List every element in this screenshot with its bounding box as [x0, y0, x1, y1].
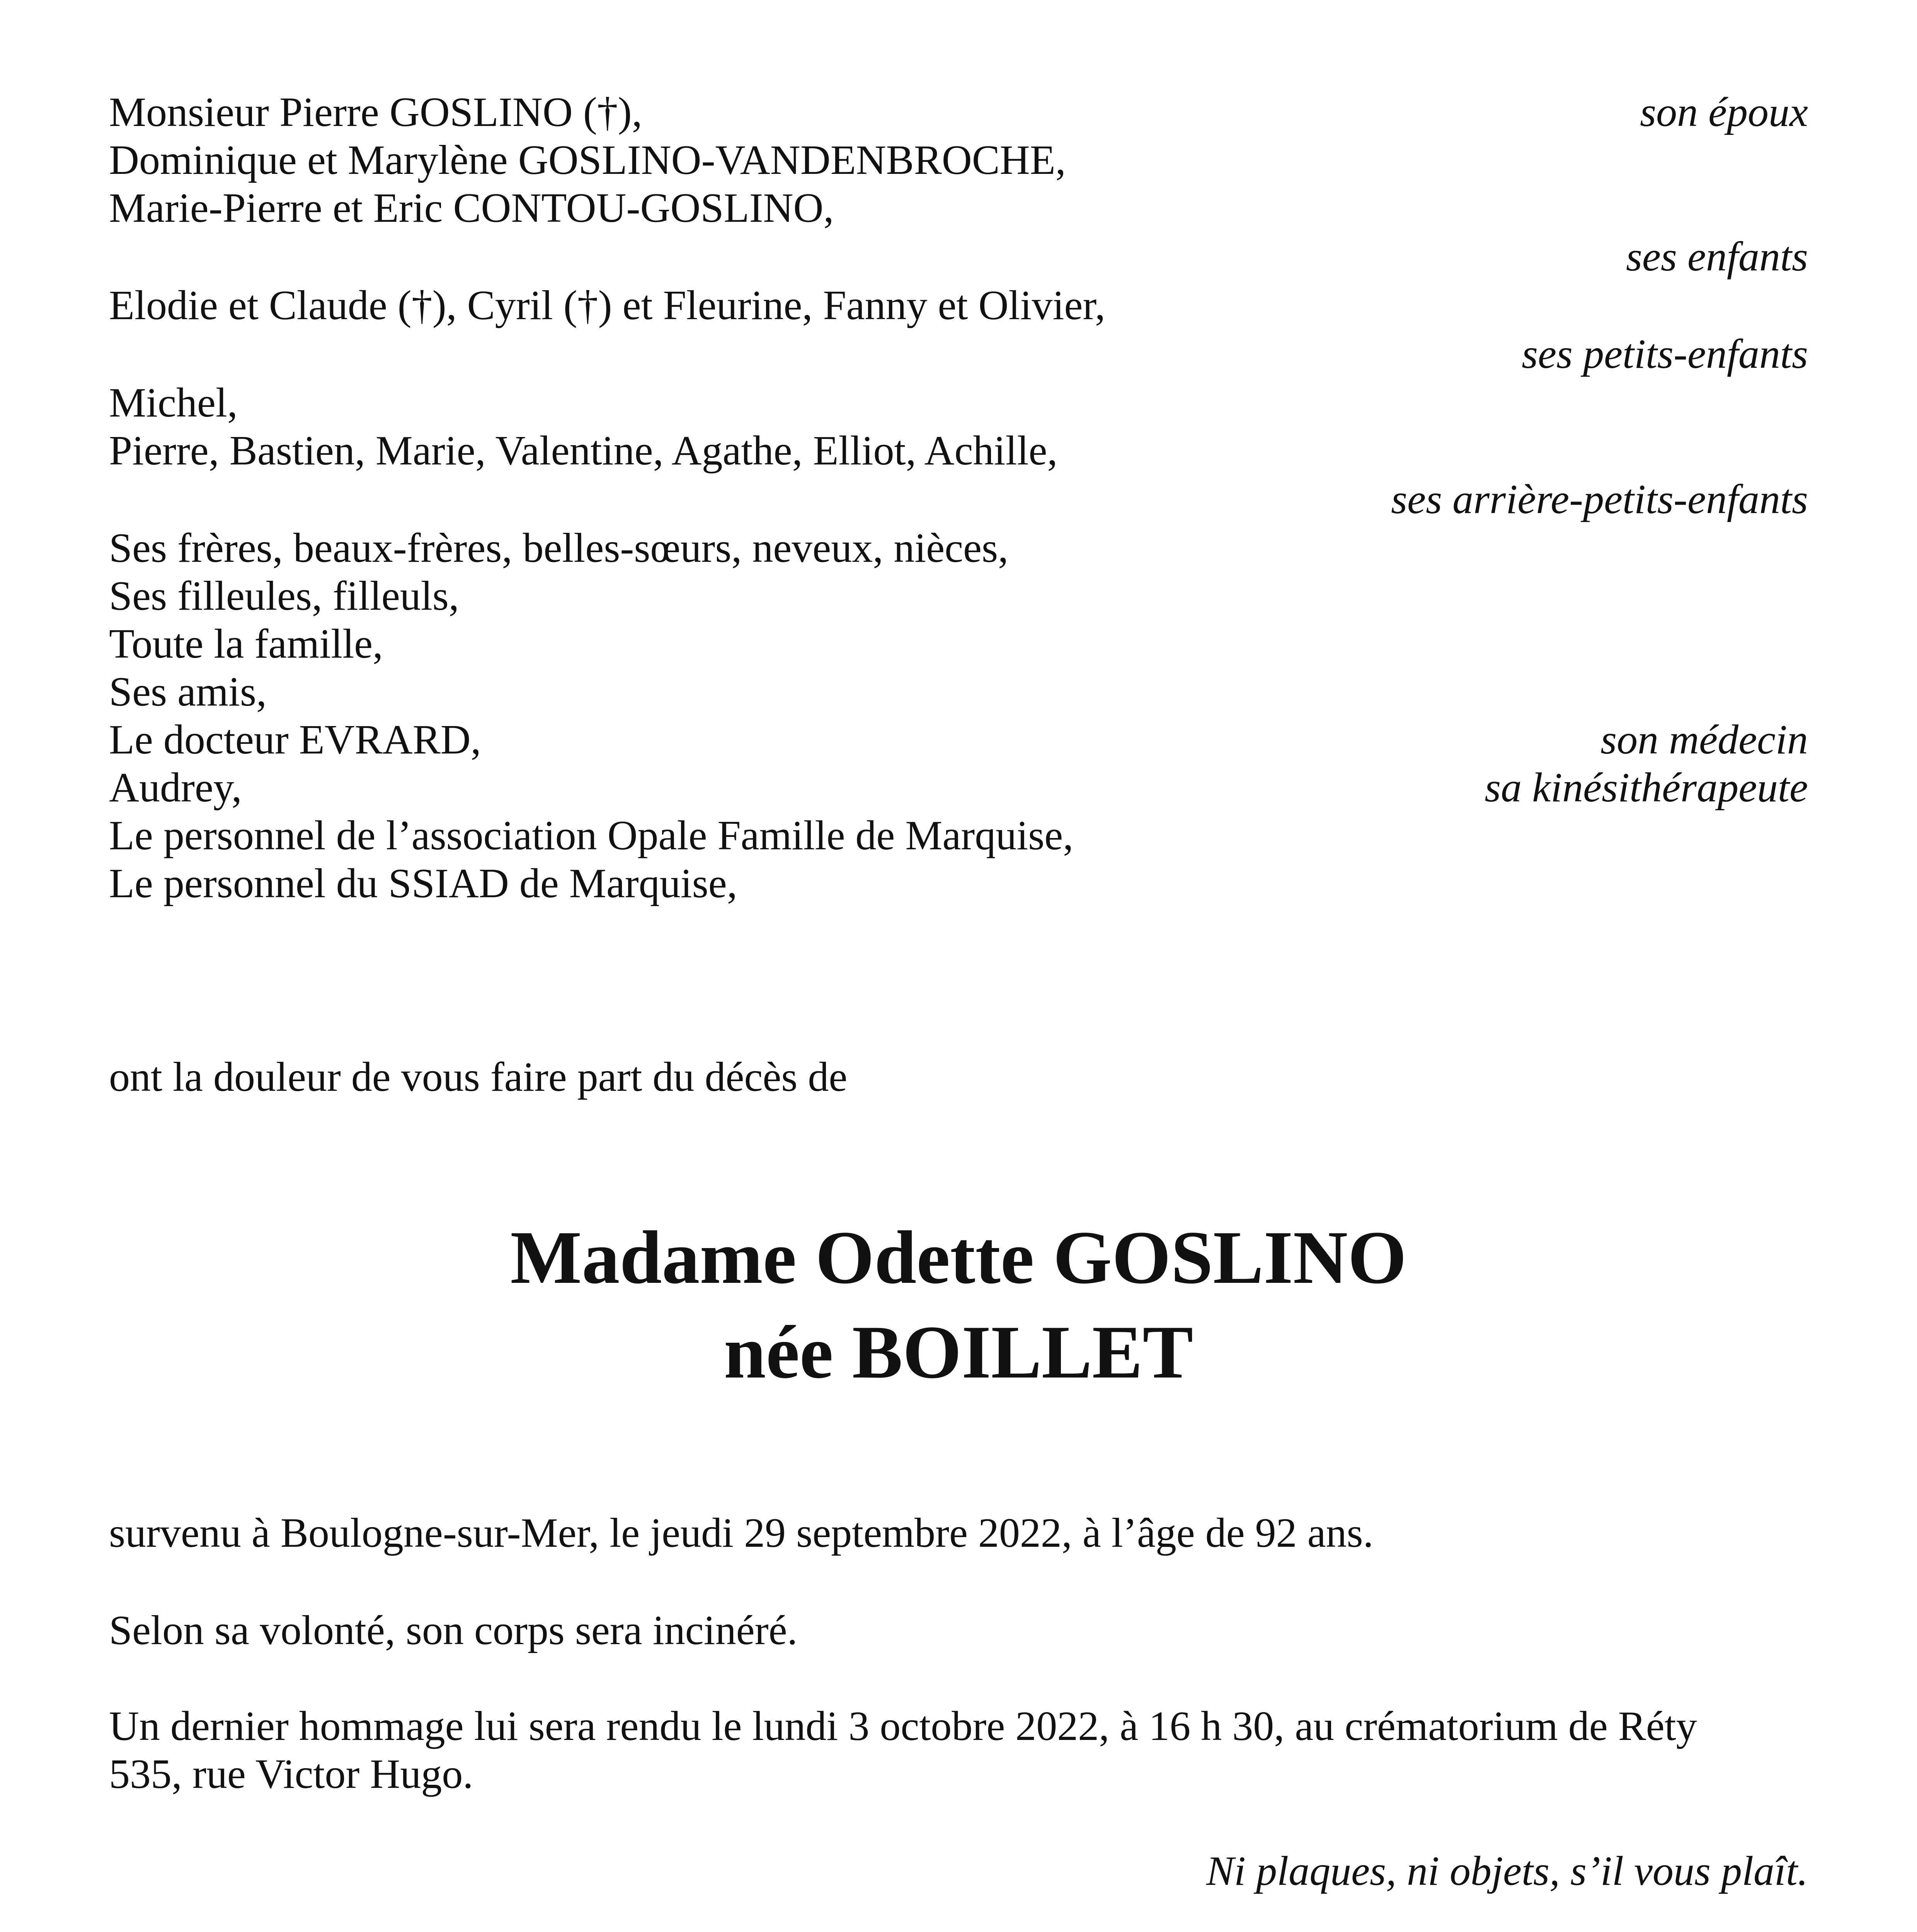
family-line: Le personnel de l’association Opale Famille de Marquise, — [109, 813, 1074, 859]
family-line: Dominique et Marylène GOSLINO-VANDENBROCHE, — [109, 137, 1066, 183]
tribute-line: Un dernier hommage lui sera rendu le lundi 3 octobre 2022, à 16 h 30, au crématorium de Réty — [109, 1703, 1697, 1749]
announcement-text: ont la douleur de vous faire part du décès de — [109, 1054, 848, 1100]
family-line: Marie-Pierre et Eric CONTOU-GOSLINO, — [109, 185, 834, 231]
family-line: Ses amis, — [109, 669, 267, 715]
family-line: Michel, — [109, 380, 238, 426]
relation-label: son médecin — [1600, 717, 1808, 763]
relation-label: son époux — [1640, 89, 1808, 135]
family-line: Ses filleules, filleuls, — [109, 573, 459, 619]
family-line: Elodie et Claude (†), Cyril (†) et Fleurine, Fanny et Olivier, — [109, 282, 1106, 328]
deceased-maiden-name: née BOILLET — [724, 1310, 1193, 1394]
family-line: Toute la famille, — [109, 621, 383, 667]
relation-label: sa kinésithérapeute — [1485, 765, 1808, 811]
family-line: Le personnel du SSIAD de Marquise, — [109, 861, 737, 906]
death-details: survenu à Boulogne-sur-Mer, le jeudi 29 septembre 2022, à l’âge de 92 ans. — [109, 1510, 1374, 1556]
deceased-name: Madame Odette GOSLINO — [510, 1216, 1407, 1299]
family-line: Pierre, Bastien, Marie, Valentine, Agathe, Elliot, Achille, — [109, 428, 1058, 474]
family-line: Le docteur EVRARD, — [109, 717, 481, 763]
tribute-line: 535, rue Victor Hugo. — [109, 1751, 473, 1797]
cremation-note: Selon sa volonté, son corps sera incinéré. — [109, 1607, 798, 1653]
relation-label: ses arrière-petits-enfants — [1391, 476, 1808, 522]
no-flowers-note: Ni plaques, ni objets, s’il vous plaît. — [1206, 1848, 1808, 1894]
relation-label: ses enfants — [1626, 234, 1808, 280]
relation-label: ses petits-enfants — [1522, 331, 1808, 377]
family-line: Monsieur Pierre GOSLINO (†), — [109, 89, 642, 135]
family-line: Audrey, — [109, 765, 242, 811]
family-line: Ses frères, beaux-frères, belles-sœurs, neveux, nièces, — [109, 525, 1009, 571]
